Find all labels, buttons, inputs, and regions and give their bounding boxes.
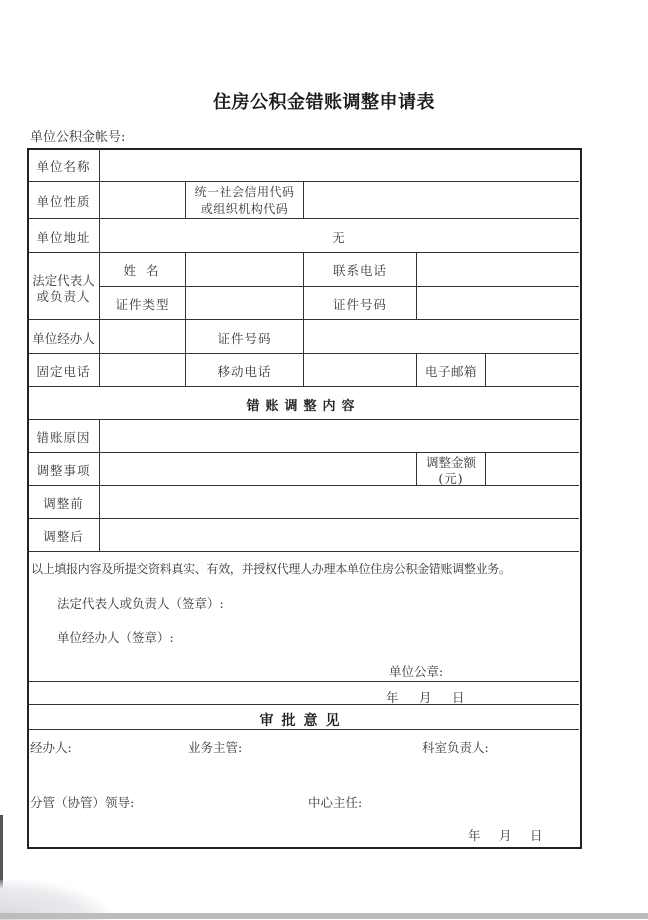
approval-section-title: 审批意见 — [259, 713, 348, 729]
credit-code-label-line2: 或组织机构代码 — [200, 202, 289, 216]
after-label: 调整后 — [43, 529, 84, 544]
item-label: 调整事项 — [36, 463, 91, 478]
center-director-label: 中心主任: — [308, 795, 363, 810]
leader-label: 分管（协管）领导: — [30, 795, 135, 810]
fixed-phone-field[interactable] — [100, 354, 185, 386]
handler-id-number-field[interactable] — [304, 320, 578, 353]
handler-signature-label: 单位经办人（签章）: — [57, 630, 174, 645]
business-supervisor-label: 业务主管: — [188, 740, 243, 755]
amount-label-line2: (元) — [438, 471, 464, 486]
row-line — [28, 681, 579, 682]
email-label: 电子邮箱 — [424, 364, 477, 379]
section-head-label: 科室负责人: — [422, 740, 489, 755]
unit-nature-label: 单位性质 — [36, 194, 91, 209]
credit-code-field[interactable] — [304, 182, 578, 218]
unit-name-label: 单位名称 — [36, 159, 91, 174]
id-type-label: 证件类型 — [115, 297, 170, 312]
unit-seal-label: 单位公章: — [389, 664, 444, 679]
form-title: 住房公积金错账调整申请表 — [213, 92, 435, 113]
id-number-label: 证件号码 — [332, 297, 387, 312]
contact-phone-label: 联系电话 — [332, 263, 387, 278]
unit-address-value[interactable]: 无 — [332, 230, 346, 245]
adjustment-section-title: 错账调整内容 — [246, 399, 361, 414]
unit-nature-field[interactable] — [100, 182, 185, 218]
reason-label: 错账原因 — [36, 430, 91, 445]
handler-id-number-label: 证件号码 — [217, 331, 272, 346]
legal-rep-name-field[interactable] — [186, 253, 303, 286]
mobile-phone-field[interactable] — [304, 354, 416, 386]
mobile-phone-label: 移动电话 — [217, 364, 272, 379]
before-label: 调整前 — [43, 496, 84, 511]
amount-field[interactable] — [486, 453, 578, 485]
approval-date: 年 月 日 — [468, 828, 546, 843]
declaration-statement: 以上填报内容及所提交资料真实、有效，并授权代理人办理本单位住房公积金错账调整业务。 — [31, 562, 511, 576]
email-field[interactable] — [486, 354, 578, 386]
fixed-phone-label: 固定电话 — [36, 364, 91, 379]
row-line — [28, 218, 579, 219]
declaration-date: 年 月 日 — [386, 690, 469, 705]
row-line — [28, 386, 579, 387]
unit-handler-label: 单位经办人 — [32, 331, 95, 346]
account-number-label: 单位公积金帐号: — [30, 130, 126, 145]
legal-rep-label-line1: 法定代表人 — [32, 273, 95, 288]
item-field[interactable] — [100, 453, 416, 485]
contact-phone-field[interactable] — [417, 253, 578, 286]
unit-name-field[interactable] — [100, 149, 578, 181]
amount-label-line1: 调整金额 — [425, 455, 476, 470]
legal-rep-name-label: 姓 名 — [123, 263, 162, 278]
legal-rep-label-line2: 或负责人 — [36, 289, 91, 304]
row-line — [28, 551, 579, 552]
row-line — [28, 704, 579, 705]
id-number-field[interactable] — [417, 287, 578, 319]
reason-field[interactable] — [100, 420, 578, 452]
unit-handler-field[interactable] — [100, 320, 185, 353]
credit-code-label-line1: 统一社会信用代码 — [194, 185, 295, 199]
scan-bottom-strip — [0, 913, 648, 919]
legal-rep-signature-label: 法定代表人或负责人（签章）: — [57, 596, 224, 611]
id-type-field[interactable] — [186, 287, 303, 319]
before-field[interactable] — [100, 486, 578, 518]
approval-handler-label: 经办人: — [30, 740, 72, 755]
after-field[interactable] — [100, 519, 578, 551]
unit-address-label: 单位地址 — [36, 230, 91, 245]
